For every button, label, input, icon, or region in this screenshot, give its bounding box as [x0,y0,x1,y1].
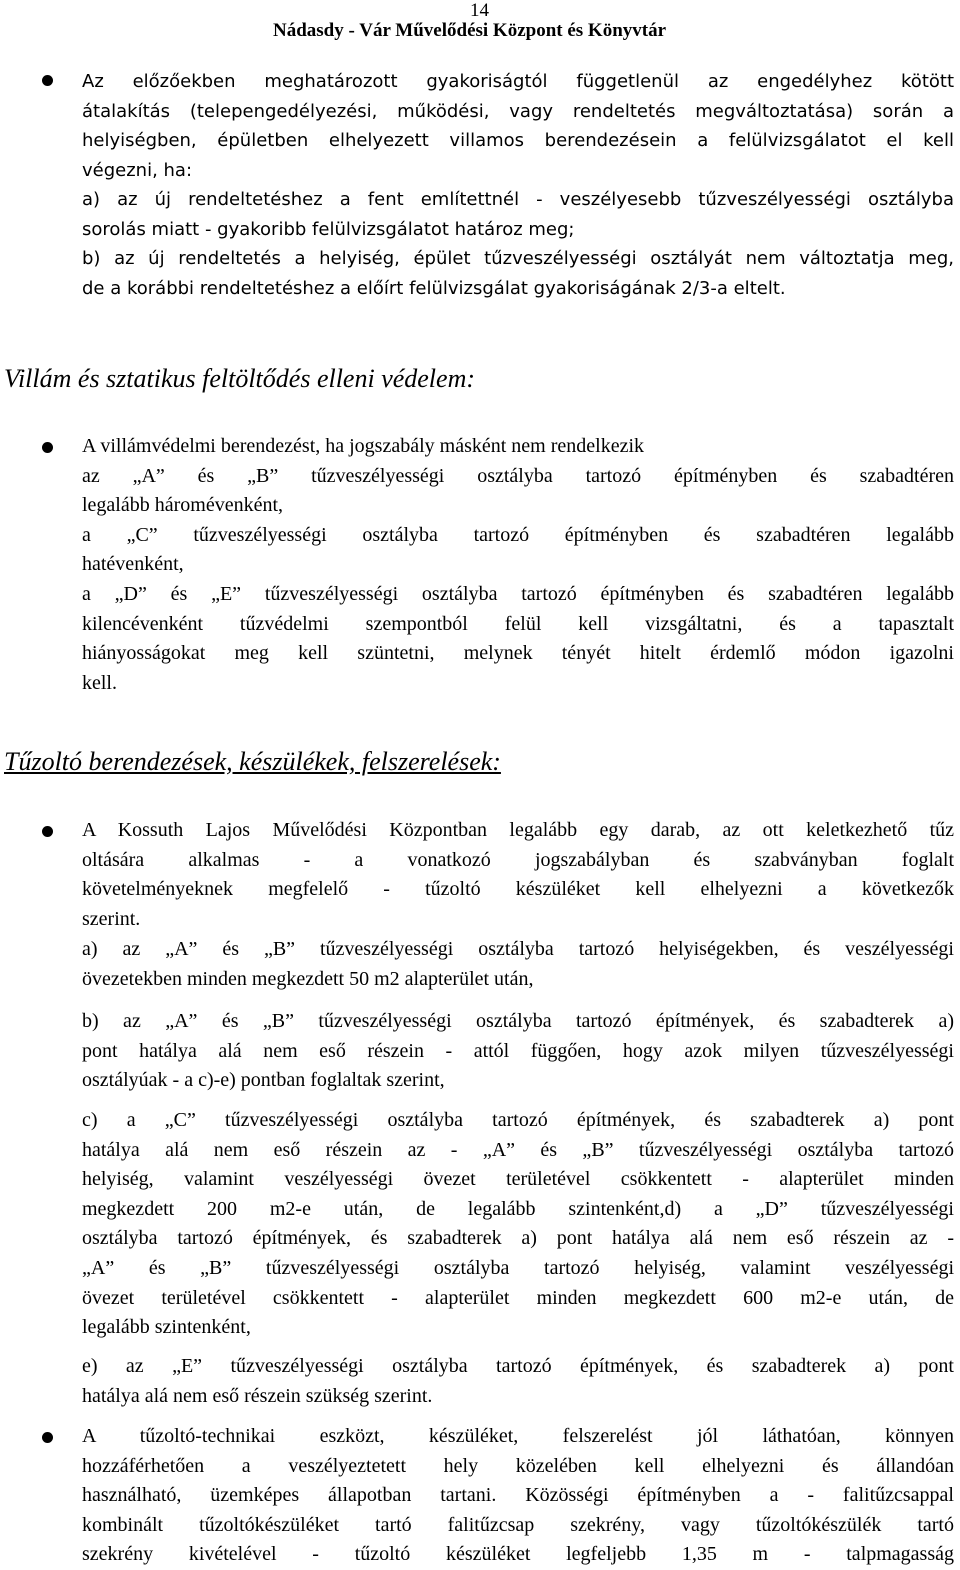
intro-line: helyiségben, épületben elhelyezett villamos berendezésein a felülvizsgálatot el kell [82,130,954,151]
item-c-line: övezet területével csökkentett - alapterület minden megkezdett 600 m2-e után, de [82,1286,954,1309]
bullet-icon [42,442,53,453]
lightning-line: hatévenként, [82,553,184,576]
item-c-line: legalább szintenként, [82,1316,251,1339]
intro-line: Az előzőekben meghatározott gyakoriságtól függetlenül az engedélyhez kötött [82,71,954,92]
lightning-line: az „A” és „B” tűzveszélyességi osztályba tartozó építményben és szabadtéren [82,464,954,487]
item-e-line: hatálya alá nem eső részein szükség szerint. [82,1384,433,1407]
extinguishers-paragraph [82,816,954,934]
item-a-line: a) az „A” és „B” tűzveszélyességi osztályba tartozó helyiségekben, és veszélyességi [82,938,954,960]
extinguishers-placement-paragraph [82,1422,954,1570]
placement-line: hozzáférhetően a veszélyeztetett hely közelében kell elhelyezni és állandóan [82,1454,954,1477]
header-title: Nádasdy - Vár Művelődési Központ és Könyvtár [273,20,667,41]
extinguishers-line: A Kossuth Lajos Művelődési Központban legalább egy darab, az ott keletkezhető tűz [82,819,954,841]
extinguishers-line: szerint. [82,907,141,930]
lightning-line: A villámvédelmi berendezést, ha jogszabály másként nem rendelkezik [82,435,645,457]
intro-line: de a korábbi rendeltetéshez a előírt felülvizsgálat gyakoriságának 2/3-a eltelt. [82,277,786,299]
item-a [82,935,954,994]
item-a-line: övezetekben minden megkezdett 50 m2 alapterület után, [82,967,534,990]
lightning-line: kilencévenként tűzvédelmi szempontból felül kell vizsgáltatni, és a tapasztalt [82,612,954,635]
placement-line: használható, üzemképes állapotban tartani. Közösségi építményben a - falitűzcsappal [82,1484,954,1507]
placement-line: kombinált tűzoltókészüléket tartó falitűzcsap szekrény, vagy tűzoltókészülék tartó [82,1513,954,1536]
intro-line: a) az új rendeltetéshez a fent említettnél - veszélyesebb tűzveszélyességi osztályba [82,189,954,210]
extinguishers-line: követelményeknek megfelelő - tűzoltó készüléket kell elhelyezni a következők [82,878,954,901]
item-b-line: pont hatálya alá nem eső részein - attól függően, hogy azok milyen tűzveszélyességi [82,1039,954,1062]
lightning-line: kell. [82,671,117,694]
item-c-line: hatálya alá nem eső részein az - „A” és „B” tűzveszélyességi osztályba tartozó [82,1138,954,1161]
lightning-line: a „D” és „E” tűzveszélyességi osztályba tartozó építményben és szabadtéren legalább [82,582,954,605]
item-c-line: osztályba tartozó építmények, és szabadterek a) pont hatálya alá nem eső részein az - [82,1227,954,1250]
item-e [82,1352,954,1411]
extinguishers-line: oltására alkalmas - a vonatkozó jogszabályban és szabványban foglalt [82,848,954,871]
intro-line: sorolás miatt - gyakoribb felülvizsgálatot határoz meg; [82,218,575,240]
page-number: 14 [470,0,489,21]
item-b-line: b) az „A” és „B” tűzveszélyességi osztályba tartozó építmények, és szabadterek a) [82,1010,954,1032]
placement-line: szekrény kivételével - tűzoltó készüléket legfeljebb 1,35 m - talpmagasság [82,1543,954,1566]
item-b-line: osztályúak - a c)-e) pontban foglaltak szerint, [82,1069,445,1092]
lightning-line: hiányosságokat meg kell szüntetni, melynek tényét hitelt érdemlő módon igazolni [82,642,954,665]
bullet-icon [42,826,53,837]
item-c-line: c) a „C” tűzveszélyességi osztályba tartozó építmények, és szabadterek a) pont [82,1109,954,1131]
intro-line: végezni, ha: [82,159,193,181]
item-c-line: megkezdett 200 m2-e után, de legalább szintenként,d) a „D” tűzveszélyességi [82,1197,954,1220]
item-e-line: e) az „E” tűzveszélyességi osztályba tartozó építmények, és szabadterek a) pont [82,1355,954,1377]
item-c-line: helyiség, valamint veszélyességi övezet területével csökkentett - alapterület minden [82,1168,954,1191]
intro-line: b) az új rendeltetés a helyiség, épület tűzveszélyességi osztályát nem változtatja meg, [82,248,954,269]
item-c [82,1106,954,1343]
lightning-line: a „C” tűzveszélyességi osztályba tartozó építményben és szabadtéren legalább [82,523,954,546]
bullet-icon [42,75,53,86]
lightning-line: legalább háromévenként, [82,494,284,517]
section-heading-extinguishers: Tűzoltó berendezések, készülékek, felszerelések: [4,747,501,776]
intro-paragraph [82,67,954,303]
item-b [82,1007,954,1096]
lightning-paragraph [82,432,954,698]
item-c-line: „A” és „B” tűzveszélyességi osztályba tartozó helyiség, valamint veszélyességi [82,1256,954,1279]
placement-line: A tűzoltó-technikai eszközt, készüléket, felszerelést jól láthatóan, könnyen [82,1425,954,1447]
bullet-icon [42,1432,53,1443]
intro-line: átalakítás (telepengedélyezési, működési, vagy rendeltetés megváltoztatása) során a [82,100,954,122]
section-heading-lightning: Villám és sztatikus feltöltődés elleni védelem: [4,364,476,393]
